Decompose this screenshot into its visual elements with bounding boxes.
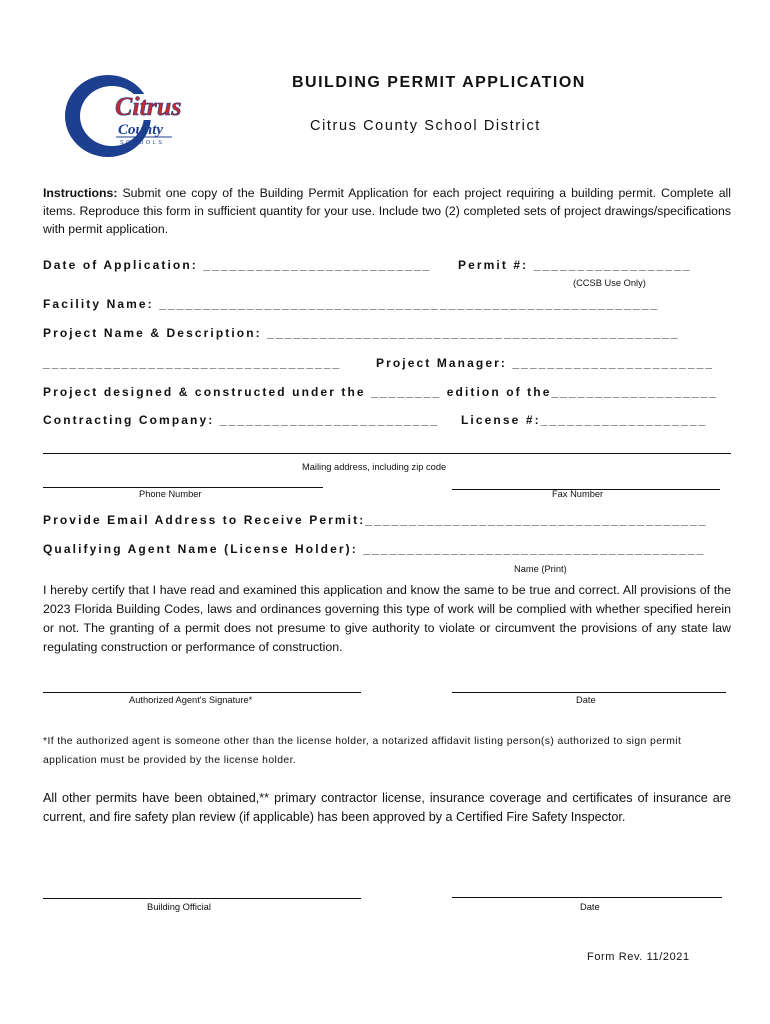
official-date-line[interactable] [452,897,722,898]
logo-citrus-text: Citrus [115,92,182,121]
authorized-agent-footnote: *If the authorized agent is someone other than the license holder, a notarized affidavit listing person(s) authorized to sign permit application must be provided by the license holder. [43,736,682,766]
logo-schools-text: SCHOOLS [120,140,165,146]
project-blank-line[interactable]: __________________________________ [43,356,342,370]
project-manager-field[interactable]: Project Manager: _______________________ [376,356,715,370]
facility-name-field[interactable]: Facility Name: _________________________________________________________ [43,297,660,311]
page-title: BUILDING PERMIT APPLICATION [292,74,586,91]
fax-number-label: Fax Number [552,489,604,499]
phone-number-line[interactable] [43,487,323,488]
official-date-label: Date [580,902,600,912]
page-subtitle: Citrus County School District [310,118,541,134]
agent-date-label: Date [576,695,596,705]
form-revision: Form Rev. 11/2021 [587,951,690,963]
instructions-label: Instructions: [43,186,118,200]
certification-paragraph: I hereby certify that I have read and examined this application and know the same to be true and correct. All provisions of the 2023 Florida Building Codes, laws and ordinances governing this type of work will be complied with whether specified herein or not. The granting of a permit does not presume to give authority to violate or circumvent the provisions of any state law regulating construction or performance of construction. [43,583,731,654]
date-of-application-field[interactable]: Date of Application: __________________________ [43,258,432,272]
instructions-text: Submit one copy of the Building Permit Application for each project requiring a building permit. Complete all items. Reproduce this form in sufficient quantity for your use. Include two (2) completed sets of project drawings/specifications with permit application. [43,186,731,236]
email-field[interactable]: Provide Email Address to Receive Permit:_______________________________________ [43,513,708,527]
instructions-paragraph [43,184,731,238]
phone-number-label: Phone Number [139,489,202,499]
mailing-address-label: Mailing address, including zip code [302,462,447,472]
mailing-address-line[interactable] [43,453,731,454]
qualifying-agent-field[interactable]: Qualifying Agent Name (License Holder): _______________________________________ [43,542,706,556]
agent-signature-label: Authorized Agent's Signature* [129,695,253,705]
designed-constructed-field[interactable]: Project designed & constructed under the ________ edition of the___________________ [43,385,719,399]
contracting-company-field[interactable]: Contracting Company: _________________________ [43,413,440,427]
permit-number-field[interactable]: Permit #: __________________ [458,258,692,272]
building-official-line[interactable] [43,898,361,899]
district-logo [60,70,185,162]
name-print-label: Name (Print) [514,564,567,574]
building-official-label: Building Official [147,902,211,912]
project-name-field[interactable]: Project Name & Description: _______________________________________________ [43,326,680,340]
logo-county-text: County [118,122,164,138]
license-number-field[interactable]: License #:___________________ [461,413,708,427]
agent-date-line[interactable] [452,692,726,693]
ccsb-use-only-note: (CCSB Use Only) [573,278,646,288]
permits-statement-paragraph: All other permits have been obtained,** primary contractor license, insurance coverage and certificates of insurance are current, and fire safety plan review (if applicable) has been approved by a Certified Fire Safety Inspector. [43,791,731,824]
agent-signature-line[interactable] [43,692,361,693]
